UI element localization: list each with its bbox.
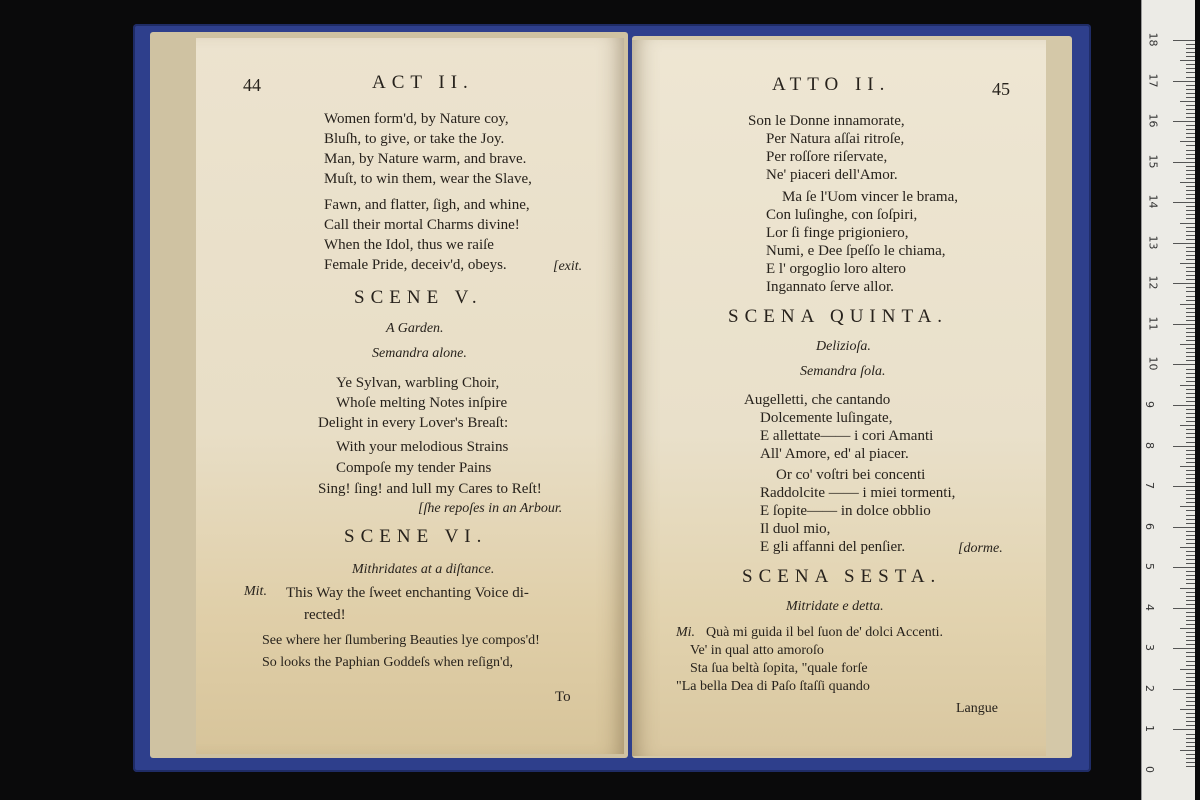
ruler-tick <box>1186 697 1195 698</box>
ruler-tick <box>1186 600 1195 601</box>
ruler-tick <box>1186 502 1195 503</box>
ruler-tick <box>1186 758 1195 759</box>
ruler-tick <box>1173 567 1195 568</box>
verse-line: Whoſe melting Notes inſpire <box>336 395 508 411</box>
ruler-tick <box>1186 174 1195 175</box>
ruler-tick <box>1173 608 1195 609</box>
verse-line: Ye Sylvan, warbling Choir, <box>336 375 500 391</box>
speech-line: Ve' in qual atto amoroſo <box>690 643 824 658</box>
ruler-tick <box>1186 734 1195 735</box>
ruler-tick <box>1186 592 1195 593</box>
ruler-tick <box>1186 498 1195 499</box>
ruler-tick <box>1186 762 1195 763</box>
scene-heading: SCENE V. <box>354 287 483 308</box>
ruler-tick <box>1173 364 1195 365</box>
ruler-tick <box>1186 105 1195 106</box>
ruler-tick <box>1186 332 1195 333</box>
stage-direction: Mithridates at a diſtance. <box>352 562 495 577</box>
ruler-number: 18 <box>1146 32 1160 47</box>
ruler-tick <box>1186 442 1195 443</box>
ruler-tick <box>1186 717 1195 718</box>
verse-line: Raddolcite —— i miei tormenti, <box>760 485 956 501</box>
ruler-tick <box>1186 616 1195 617</box>
ruler-tick <box>1186 450 1195 451</box>
verse-line: Bluſh, to give, or take the Joy. <box>324 131 505 147</box>
catchword: To <box>555 689 571 705</box>
ruler-tick <box>1186 369 1195 370</box>
verse-line: Per roſſore riſervate, <box>766 149 888 165</box>
ruler-tick <box>1186 681 1195 682</box>
ruler-tick <box>1173 283 1195 284</box>
ruler-tick <box>1186 267 1195 268</box>
ruler-tick <box>1186 754 1195 755</box>
ruler-tick <box>1186 746 1195 747</box>
verse-line: Or co' voſtri bei concenti <box>776 467 926 483</box>
ruler-tick <box>1186 543 1195 544</box>
ruler-tick <box>1186 401 1195 402</box>
ruler-tick <box>1173 162 1195 163</box>
ruler-tick <box>1186 437 1195 438</box>
verse-line: Ingannato ſerve allor. <box>766 279 894 295</box>
speaker-name: Mit. <box>244 584 267 599</box>
ruler-tick <box>1173 446 1195 447</box>
ruler-tick <box>1173 202 1195 203</box>
ruler-tick <box>1186 178 1195 179</box>
ruler-tick <box>1186 52 1195 53</box>
scene-setting: Delizioſa. <box>816 339 871 354</box>
ruler-tick <box>1186 129 1195 130</box>
ruler-tick <box>1186 210 1195 211</box>
stage-direction-repose: [ſhe repoſes in an Arbour. <box>418 501 563 516</box>
ruler-tick <box>1180 141 1195 142</box>
ruler-tick <box>1186 235 1195 236</box>
ruler-tick <box>1186 352 1195 353</box>
ruler-number: 7 <box>1143 482 1156 490</box>
catchword: Langue <box>956 701 998 716</box>
ruler-tick <box>1180 750 1195 751</box>
ruler-tick <box>1180 466 1195 467</box>
ruler-tick <box>1186 259 1195 260</box>
ruler-tick <box>1180 263 1195 264</box>
ruler-tick <box>1173 81 1195 82</box>
ruler-tick <box>1186 291 1195 292</box>
right-page-number: 45 <box>992 79 1010 99</box>
ruler-tick <box>1186 145 1195 146</box>
ruler-tick <box>1180 547 1195 548</box>
ruler-tick <box>1186 661 1195 662</box>
ruler-tick <box>1186 373 1195 374</box>
verse-line: Muſt, to win them, wear the Slave, <box>324 171 532 187</box>
ruler-tick <box>1186 340 1195 341</box>
ruler-number: 15 <box>1146 154 1160 169</box>
speech-line: "La bella Dea di Paſo ſtaſſi quando <box>676 679 870 694</box>
ruler-tick <box>1186 44 1195 45</box>
ruler-tick <box>1186 478 1195 479</box>
ruler-tick <box>1186 579 1195 580</box>
ruler-tick <box>1186 742 1195 743</box>
ruler-tick <box>1186 320 1195 321</box>
verse-line: Con luſinghe, con ſoſpiri, <box>766 207 918 223</box>
ruler-tick <box>1186 583 1195 584</box>
ruler-tick <box>1186 454 1195 455</box>
verse-line: E gli affanni del penſier. <box>760 539 906 555</box>
ruler-tick <box>1186 510 1195 511</box>
ruler-tick <box>1186 308 1195 309</box>
ruler-tick <box>1186 117 1195 118</box>
ruler-tick <box>1186 77 1195 78</box>
ruler-tick <box>1173 648 1195 649</box>
ruler-tick <box>1186 632 1195 633</box>
ruler-tick <box>1186 535 1195 536</box>
ruler-tick <box>1186 206 1195 207</box>
ruler-number: 14 <box>1146 194 1160 209</box>
ruler-tick <box>1186 360 1195 361</box>
verse-line: All' Amore, ed' al piacer. <box>760 446 909 462</box>
verse-line: Per Natura aſſai ritroſe, <box>766 131 905 147</box>
ruler-tick <box>1186 644 1195 645</box>
ruler-tick <box>1186 231 1195 232</box>
ruler-tick <box>1186 336 1195 337</box>
ruler-tick <box>1186 255 1195 256</box>
ruler-tick <box>1180 385 1195 386</box>
ruler-number: 4 <box>1143 603 1156 611</box>
ruler-tick <box>1173 121 1195 122</box>
ruler-tick <box>1186 247 1195 248</box>
ruler-tick <box>1186 721 1195 722</box>
ruler-tick <box>1186 158 1195 159</box>
ruler-tick <box>1186 575 1195 576</box>
ruler-tick <box>1186 656 1195 657</box>
ruler-tick <box>1186 214 1195 215</box>
verse-line: Women form'd, by Nature coy, <box>324 111 509 127</box>
ruler-tick <box>1186 551 1195 552</box>
verse-line: Son le Donne innamorate, <box>748 113 905 129</box>
speech-line: See where her ſlumbering Beauties lye compos'd! <box>262 633 540 648</box>
ruler-tick <box>1186 640 1195 641</box>
verse-line: Augelletti, che cantando <box>744 392 891 408</box>
ruler-tick <box>1186 287 1195 288</box>
ruler-tick <box>1186 490 1195 491</box>
ruler-tick <box>1186 279 1195 280</box>
ruler-tick <box>1186 462 1195 463</box>
ruler-tick <box>1186 766 1195 767</box>
ruler-tick <box>1186 725 1195 726</box>
ruler-tick <box>1180 304 1195 305</box>
ruler-tick <box>1173 486 1195 487</box>
ruler-tick <box>1180 506 1195 507</box>
ruler-tick <box>1186 194 1195 195</box>
ruler-tick <box>1186 251 1195 252</box>
ruler-tick <box>1186 393 1195 394</box>
stage-direction-exit: [exit. <box>553 259 583 274</box>
ruler-tick <box>1186 429 1195 430</box>
ruler-tick <box>1186 531 1195 532</box>
ruler-tick <box>1180 182 1195 183</box>
ruler-tick <box>1186 85 1195 86</box>
ruler-tick <box>1186 56 1195 57</box>
ruler-tick <box>1186 170 1195 171</box>
ruler-number: 3 <box>1143 644 1156 652</box>
ruler-tick <box>1186 559 1195 560</box>
ruler-number: 11 <box>1146 316 1160 331</box>
ruler-tick <box>1186 519 1195 520</box>
ruler-tick <box>1186 190 1195 191</box>
ruler-tick <box>1186 97 1195 98</box>
verse-line: Call their mortal Charms divine! <box>324 217 520 233</box>
ruler-tick <box>1186 166 1195 167</box>
ruler-number: 5 <box>1143 563 1156 571</box>
ruler-tick <box>1186 68 1195 69</box>
verse-line: E ſopite—— in dolce obblio <box>760 503 931 519</box>
verse-line: E allettate—— i cori Amanti <box>760 428 934 444</box>
ruler-tick <box>1173 40 1195 41</box>
ruler-tick <box>1180 669 1195 670</box>
ruler-tick <box>1186 673 1195 674</box>
ruler-tick <box>1186 133 1195 134</box>
verse-line: With your melodious Strains <box>336 439 509 455</box>
ruler-tick <box>1186 218 1195 219</box>
ruler-tick <box>1186 555 1195 556</box>
ruler-tick <box>1180 344 1195 345</box>
verse-line: Il duol mio, <box>760 521 831 537</box>
ruler-tick <box>1186 470 1195 471</box>
ruler-tick <box>1186 48 1195 49</box>
right-page-header: ATTO II. <box>772 74 891 95</box>
verse-line: Man, by Nature warm, and brave. <box>324 151 527 167</box>
ruler-tick <box>1186 64 1195 65</box>
ruler-tick <box>1186 474 1195 475</box>
ruler-tick <box>1186 539 1195 540</box>
ruler-tick <box>1186 186 1195 187</box>
verse-line: When the Idol, thus we raiſe <box>324 237 494 253</box>
stage-direction-sleep: [dorme. <box>958 541 1003 556</box>
verse-line: Lor ſi finge prigioniero, <box>766 225 909 241</box>
ruler-tick <box>1186 458 1195 459</box>
speech-line: This Way the ſweet enchanting Voice di- <box>286 585 529 601</box>
ruler-tick <box>1186 685 1195 686</box>
ruler-tick <box>1186 198 1195 199</box>
ruler-tick <box>1186 89 1195 90</box>
ruler-tick <box>1186 154 1195 155</box>
ruler-tick <box>1186 433 1195 434</box>
ruler-tick <box>1186 738 1195 739</box>
ruler-tick <box>1173 689 1195 690</box>
scene-setting: A Garden. <box>386 321 444 336</box>
ruler-number: 10 <box>1146 356 1160 371</box>
ruler-tick <box>1180 223 1195 224</box>
ruler-tick <box>1186 381 1195 382</box>
ruler-tick <box>1186 677 1195 678</box>
scene-heading: SCENE VI. <box>344 526 488 547</box>
ruler-tick <box>1186 494 1195 495</box>
ruler-number: 17 <box>1146 73 1160 88</box>
verse-line: Delight in every Lover's Breaſt: <box>318 415 509 431</box>
ruler-tick <box>1186 421 1195 422</box>
ruler-number: 2 <box>1143 684 1156 692</box>
ruler-tick <box>1173 729 1195 730</box>
ruler-tick <box>1186 701 1195 702</box>
ruler-tick <box>1186 356 1195 357</box>
ruler-tick <box>1186 713 1195 714</box>
ruler-tick <box>1186 312 1195 313</box>
ruler-tick <box>1173 243 1195 244</box>
ruler-number: 6 <box>1143 522 1156 530</box>
ruler-tick <box>1186 239 1195 240</box>
ruler-tick <box>1180 709 1195 710</box>
ruler-tick <box>1186 571 1195 572</box>
ruler-tick <box>1186 300 1195 301</box>
ruler-tick <box>1186 389 1195 390</box>
ruler-tick <box>1180 628 1195 629</box>
verse-line: Dolcemente luſingate, <box>760 410 893 426</box>
ruler-tick <box>1173 324 1195 325</box>
ruler-number: 12 <box>1146 275 1160 290</box>
verse-line: Ne' piaceri dell'Amor. <box>766 167 898 183</box>
verse-line: Numi, e Dee ſpeſſo le chiama, <box>766 243 946 259</box>
ruler-tick <box>1180 60 1195 61</box>
ruler-tick <box>1186 377 1195 378</box>
ruler-tick <box>1186 125 1195 126</box>
speech-line: Sta ſua beltà ſopita, "quale forſe <box>690 661 868 676</box>
ruler-tick <box>1186 523 1195 524</box>
ruler-tick <box>1186 693 1195 694</box>
stage-direction: Semandra ſola. <box>800 364 886 379</box>
ruler-number: 13 <box>1146 235 1160 250</box>
ruler-number: 1 <box>1143 725 1156 733</box>
scene-heading: SCENA SESTA. <box>742 566 942 587</box>
ruler-number: 16 <box>1146 113 1160 128</box>
ruler-tick <box>1186 316 1195 317</box>
speaker-name: Mi. <box>676 625 696 640</box>
ruler-number: 0 <box>1143 766 1156 773</box>
ruler-tick <box>1180 425 1195 426</box>
ruler-tick <box>1186 624 1195 625</box>
ruler-tick <box>1180 101 1195 102</box>
ruler-number: 8 <box>1143 441 1156 449</box>
verse-line: Compoſe my tender Pains <box>336 460 492 476</box>
stage-direction: Semandra alone. <box>372 346 467 361</box>
ruler-tick <box>1186 417 1195 418</box>
verse-line: E l' orgoglio loro altero <box>766 261 906 277</box>
ruler-tick <box>1186 515 1195 516</box>
verse-line: Female Pride, deceiv'd, obeys. <box>324 257 507 273</box>
left-page-number: 44 <box>243 75 261 95</box>
ruler-tick <box>1186 296 1195 297</box>
verse-line: Sing! ſing! and lull my Cares to Reſt! <box>318 481 542 497</box>
stage-direction: Mitridate e detta. <box>786 599 884 614</box>
ruler-tick <box>1186 227 1195 228</box>
ruler-tick <box>1186 137 1195 138</box>
scene-heading: SCENA QUINTA. <box>728 306 949 327</box>
verse-line: Fawn, and flatter, ſigh, and whine, <box>324 197 530 213</box>
ruler-tick <box>1186 150 1195 151</box>
ruler-tick <box>1186 271 1195 272</box>
speech-line: rected! <box>304 607 346 623</box>
ruler-tick <box>1186 413 1195 414</box>
ruler-tick <box>1186 93 1195 94</box>
ruler-tick <box>1186 596 1195 597</box>
ruler-tick <box>1186 409 1195 410</box>
ruler-tick <box>1186 652 1195 653</box>
ruler-tick <box>1186 113 1195 114</box>
ruler-tick <box>1186 563 1195 564</box>
measuring-ruler <box>1141 0 1195 800</box>
ruler-tick <box>1186 348 1195 349</box>
ruler-tick <box>1186 275 1195 276</box>
ruler-tick <box>1173 405 1195 406</box>
ruler-tick <box>1186 665 1195 666</box>
ruler-tick <box>1186 328 1195 329</box>
speech-line: Quà mi guida il bel ſuon de' dolci Accenti. <box>706 625 943 640</box>
ruler-tick <box>1186 705 1195 706</box>
ruler-tick <box>1180 588 1195 589</box>
ruler-tick <box>1186 620 1195 621</box>
ruler-tick <box>1186 612 1195 613</box>
ruler-tick <box>1186 109 1195 110</box>
left-page-header: ACT II. <box>372 72 474 93</box>
speech-line: So looks the Paphian Goddeſs when reſign'd, <box>262 655 513 670</box>
ruler-tick <box>1186 636 1195 637</box>
ruler-number: 9 <box>1143 401 1156 408</box>
ruler-tick <box>1173 527 1195 528</box>
ruler-tick <box>1186 397 1195 398</box>
ruler-tick <box>1186 72 1195 73</box>
ruler-tick <box>1186 604 1195 605</box>
ruler-tick <box>1186 482 1195 483</box>
verse-line: Ma ſe l'Uom vincer le brama, <box>782 189 958 205</box>
